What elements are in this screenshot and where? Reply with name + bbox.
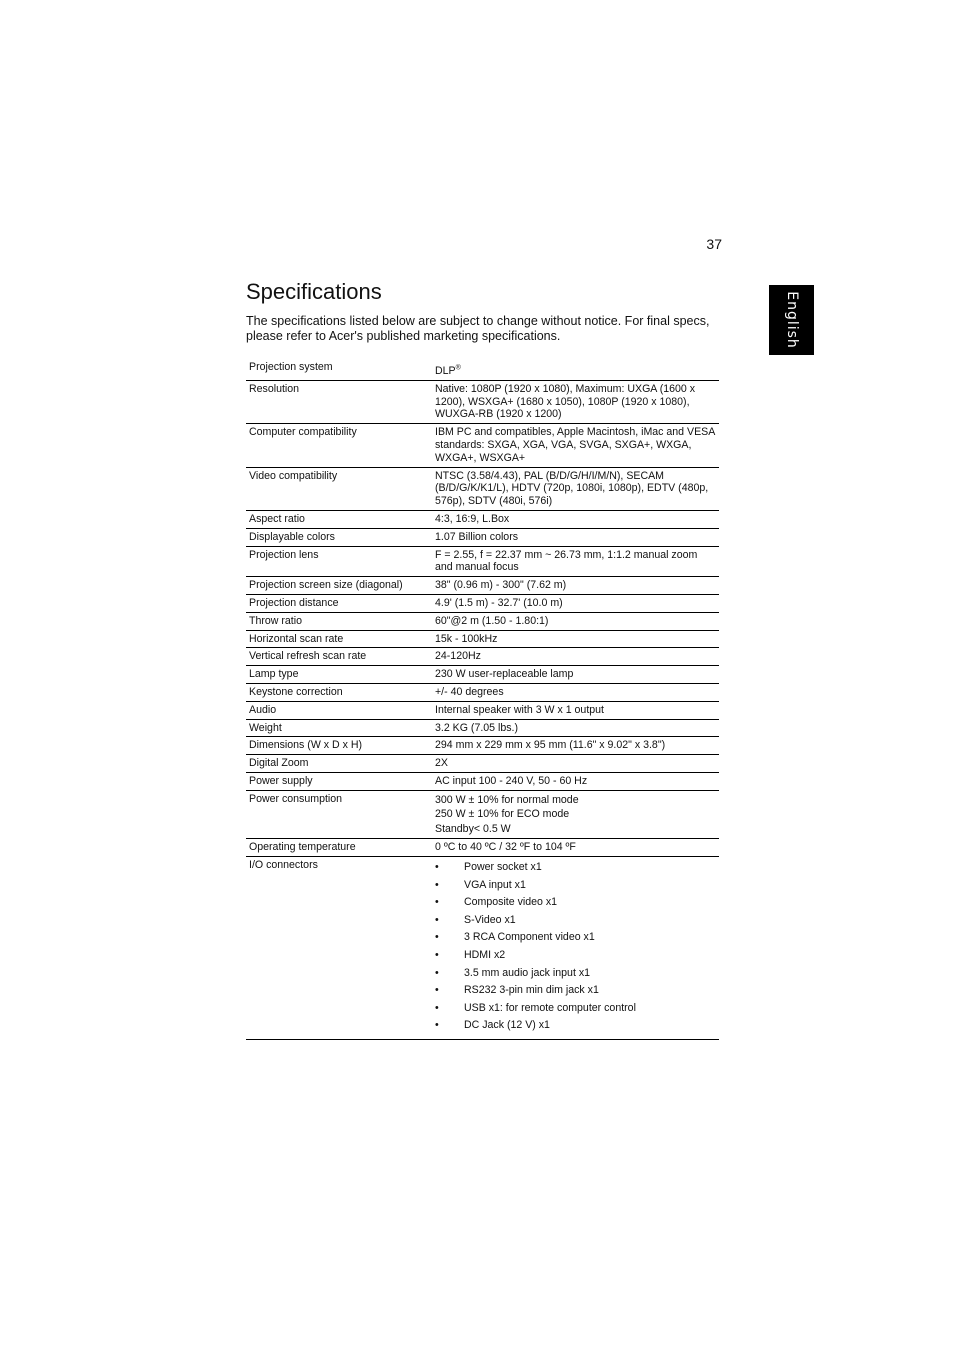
spec-row bbox=[246, 772, 719, 790]
spec-value bbox=[431, 857, 719, 1040]
spec-label: Operating temperature bbox=[246, 839, 431, 857]
spec-row bbox=[246, 737, 719, 755]
spec-value: 294 mm x 229 mm x 95 mm (11.6" x 9.02" x 3.8") bbox=[431, 737, 719, 755]
spec-value-text: DLP bbox=[435, 365, 456, 377]
spec-value: NTSC (3.58/4.43), PAL (B/D/G/H/I/M/N), SECAM (B/D/G/K/K1/L), HDTV (720p, 1080i, 1080p), EDTV (480p, 576p), SDTV (480i, 576i) bbox=[431, 467, 719, 510]
spec-value: Native: 1080P (1920 x 1080), Maximum: UXGA (1600 x 1200), WSXGA+ (1680 x 1050), 1080P (1920 x 1080), WUXGA-RB (1920 x 1200) bbox=[431, 380, 719, 423]
list-item-text: 3.5 mm audio jack input x1 bbox=[464, 966, 591, 979]
list-item-text: 3 RCA Component video x1 bbox=[464, 931, 595, 944]
spec-label: I/O connectors bbox=[246, 857, 431, 1040]
spec-value: 230 W user-replaceable lamp bbox=[431, 666, 719, 684]
bullet-icon: • bbox=[435, 878, 439, 891]
spec-row bbox=[246, 577, 719, 595]
list-item bbox=[435, 859, 716, 877]
spec-label: Projection system bbox=[246, 359, 431, 380]
main-content bbox=[246, 277, 719, 1040]
spec-value: IBM PC and compatibles, Apple Macintosh, iMac and VESA standards: SXGA, XGA, VGA, SVGA, SXGA+, WXGA, WXGA+, WSXGA+ bbox=[431, 424, 719, 467]
bullet-icon: • bbox=[435, 931, 439, 944]
list-item-text: S-Video x1 bbox=[464, 913, 516, 926]
spec-label: Computer compatibility bbox=[246, 424, 431, 467]
bullet-icon: • bbox=[435, 896, 439, 909]
spec-label: Resolution bbox=[246, 380, 431, 423]
list-item bbox=[435, 894, 716, 912]
spec-label: Digital Zoom bbox=[246, 755, 431, 773]
spec-label: Throw ratio bbox=[246, 612, 431, 630]
io-connector-list bbox=[435, 859, 716, 1035]
list-item-text: Composite video x1 bbox=[464, 896, 558, 909]
list-item bbox=[435, 929, 716, 947]
spec-value: 15k - 100kHz bbox=[431, 630, 719, 648]
spec-row bbox=[246, 424, 719, 467]
spec-value: 0 ºC to 40 ºC / 32 ºF to 104 ºF bbox=[431, 839, 719, 857]
spec-row bbox=[246, 701, 719, 719]
list-item-text: RS232 3-pin min dim jack x1 bbox=[464, 984, 599, 997]
spec-value: 3.2 KG (7.05 lbs.) bbox=[431, 719, 719, 737]
spec-row bbox=[246, 612, 719, 630]
list-item bbox=[435, 1000, 716, 1018]
spec-row bbox=[246, 666, 719, 684]
spec-value: 24-120Hz bbox=[431, 648, 719, 666]
list-item bbox=[435, 982, 716, 1000]
list-item bbox=[435, 947, 716, 965]
list-item-text: USB x1: for remote computer control bbox=[464, 1001, 636, 1014]
spec-row bbox=[246, 630, 719, 648]
spec-value-line: 300 W ± 10% for normal mode bbox=[435, 793, 579, 806]
spec-label: Video compatibility bbox=[246, 467, 431, 510]
spec-label: Projection lens bbox=[246, 546, 431, 577]
registered-mark: ® bbox=[455, 364, 461, 372]
spec-row bbox=[246, 546, 719, 577]
language-tab-label: English bbox=[783, 291, 800, 349]
spec-label: Keystone correction bbox=[246, 683, 431, 701]
spec-label: Projection screen size (diagonal) bbox=[246, 577, 431, 595]
spec-row bbox=[246, 719, 719, 737]
list-item bbox=[435, 877, 716, 895]
list-item bbox=[435, 965, 716, 983]
language-tab bbox=[769, 285, 814, 355]
spec-row bbox=[246, 380, 719, 423]
list-item-text: VGA input x1 bbox=[464, 878, 526, 891]
bullet-icon: • bbox=[435, 1001, 439, 1014]
list-item-text: Power socket x1 bbox=[464, 861, 542, 874]
bullet-icon: • bbox=[435, 1019, 439, 1032]
spec-row bbox=[246, 467, 719, 510]
spec-label: Displayable colors bbox=[246, 528, 431, 546]
spec-value-line: Standby< 0.5 W bbox=[435, 822, 511, 835]
bullet-icon: • bbox=[435, 948, 439, 961]
spec-value: 38" (0.96 m) - 300" (7.62 m) bbox=[431, 577, 719, 595]
spec-value: 4.9' (1.5 m) - 32.7' (10.0 m) bbox=[431, 594, 719, 612]
spec-row bbox=[246, 755, 719, 773]
bullet-icon: • bbox=[435, 913, 439, 926]
spec-value: +/- 40 degrees bbox=[431, 683, 719, 701]
bullet-icon: • bbox=[435, 966, 439, 979]
spec-label: Weight bbox=[246, 719, 431, 737]
spec-label: Dimensions (W x D x H) bbox=[246, 737, 431, 755]
spec-row bbox=[246, 528, 719, 546]
spec-row bbox=[246, 594, 719, 612]
spec-value-line: 250 W ± 10% for ECO mode bbox=[435, 808, 570, 821]
page-number: 37 bbox=[706, 236, 722, 252]
spec-value: 4:3, 16:9, L.Box bbox=[431, 510, 719, 528]
specifications-table-body bbox=[246, 359, 719, 1039]
spec-row bbox=[246, 790, 719, 839]
spec-label: Vertical refresh scan rate bbox=[246, 648, 431, 666]
spec-label: Horizontal scan rate bbox=[246, 630, 431, 648]
spec-row bbox=[246, 683, 719, 701]
spec-value: 60"@2 m (1.50 - 1.80:1) bbox=[431, 612, 719, 630]
page-title: Specifications bbox=[246, 279, 382, 304]
spec-label: Lamp type bbox=[246, 666, 431, 684]
list-item-text: HDMI x2 bbox=[464, 948, 506, 961]
list-item bbox=[435, 1017, 716, 1035]
list-item-text: DC Jack (12 V) x1 bbox=[464, 1019, 550, 1032]
spec-value: F = 2.55, f = 22.37 mm ~ 26.73 mm, 1:1.2 manual zoom and manual focus bbox=[431, 546, 719, 577]
spec-value bbox=[431, 359, 719, 380]
spec-label: Audio bbox=[246, 701, 431, 719]
spec-label: Power supply bbox=[246, 772, 431, 790]
spec-label: Aspect ratio bbox=[246, 510, 431, 528]
spec-value: Internal speaker with 3 W x 1 output bbox=[431, 701, 719, 719]
spec-row bbox=[246, 359, 719, 380]
bullet-icon: • bbox=[435, 861, 439, 874]
spec-row bbox=[246, 510, 719, 528]
spec-row bbox=[246, 857, 719, 1040]
spec-label: Power consumption bbox=[246, 790, 431, 839]
spec-row bbox=[246, 839, 719, 857]
spec-value: 1.07 Billion colors bbox=[431, 528, 719, 546]
bullet-icon: • bbox=[435, 984, 439, 997]
spec-label: Projection distance bbox=[246, 594, 431, 612]
spec-row bbox=[246, 648, 719, 666]
intro-paragraph: The specifications listed below are subject to change without notice. For final specs, please refer to Acer's published marketing specifications. bbox=[246, 314, 710, 343]
spec-value: AC input 100 - 240 V, 50 - 60 Hz bbox=[431, 772, 719, 790]
list-item bbox=[435, 912, 716, 930]
specifications-table bbox=[246, 359, 719, 1040]
spec-value bbox=[431, 790, 719, 839]
spec-value: 2X bbox=[431, 755, 719, 773]
